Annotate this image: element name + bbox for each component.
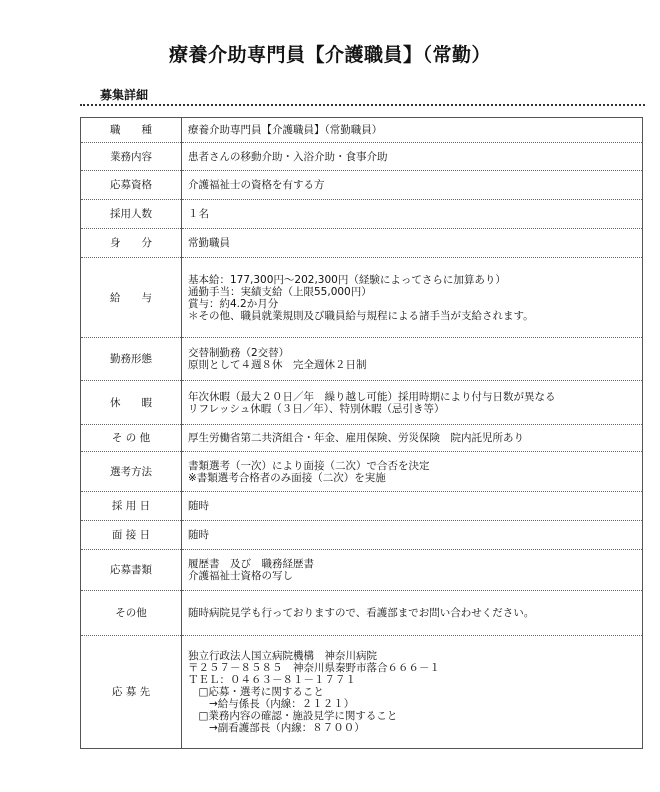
table-row <box>81 118 643 143</box>
section-heading-label: 募集詳細 <box>100 88 149 102</box>
row-label: 給 与 <box>81 258 182 338</box>
table-row <box>81 521 643 550</box>
row-value: 独立行政法人国立病院機構 神奈川病院 〒２５７－８５８５ 神奈川県秦野市落合６６６－１ ＴＥＬ：０４６３－８１－１７７１ □応募・選考に関すること →給与係長（内線：２１２１） □業務内容の確認・施設見学に関すること →副看護部長（内線：８７００） <box>182 636 643 749</box>
row-value: 介護福祉士の資格を有する方 <box>182 171 643 200</box>
table-row <box>81 143 643 171</box>
row-value: 年次休暇（最大２０日／年 繰り越し可能）採用時期により付与日数が異なる リフレッシュ休暇（３日／年）、特別休暇（忌引き等） <box>182 381 643 425</box>
row-label: 採 用 日 <box>81 492 182 521</box>
row-value: 随時 <box>182 521 643 550</box>
row-label: 応募書類 <box>81 550 182 591</box>
table-row <box>81 258 643 338</box>
row-label: 身 分 <box>81 229 182 258</box>
table-row <box>81 591 643 636</box>
table-row <box>81 452 643 492</box>
row-label: 休 暇 <box>81 381 182 425</box>
section-heading <box>80 88 645 106</box>
row-label: 職 種 <box>81 118 182 143</box>
row-label: 選考方法 <box>81 452 182 492</box>
table-row <box>81 381 643 425</box>
table-row <box>81 492 643 521</box>
row-label: 応募資格 <box>81 171 182 200</box>
table-row <box>81 636 643 749</box>
row-value: 随時 <box>182 492 643 521</box>
row-label: 採用人数 <box>81 200 182 229</box>
table-row <box>81 229 643 258</box>
row-value: 患者さんの移動介助・入浴介助・食事介助 <box>182 143 643 171</box>
recruitment-details-table <box>80 117 643 749</box>
row-value: 履歴書 及び 職務経歴書 介護福祉士資格の写し <box>182 550 643 591</box>
table-row <box>81 425 643 452</box>
row-label: その他 <box>81 591 182 636</box>
row-label: 面 接 日 <box>81 521 182 550</box>
document-title: 療養介助専門員【介護職員】（常勤） <box>168 44 491 66</box>
table-row <box>81 550 643 591</box>
table-row <box>81 171 643 200</box>
row-value: 厚生労働省第二共済組合・年金、雇用保険、労災保険 院内託児所あり <box>182 425 643 452</box>
row-label: 応 募 先 <box>81 636 182 749</box>
row-label: 業務内容 <box>81 143 182 171</box>
row-value: 基本給：177,300円～202,300円（経験によってさらに加算あり） 通勤手当：実績支給（上限55,000円） 賞与：約4.2か月分 ＊その他、職員就業規則及び職員給与規程による諸手当が支給されます。 <box>182 258 643 338</box>
row-value: 随時病院見学も行っておりますので、看護部までお問い合わせください。 <box>182 591 643 636</box>
row-label: 勤務形態 <box>81 338 182 381</box>
table-row <box>81 338 643 381</box>
row-value: 療養介助専門員【介護職員】（常勤職員） <box>182 118 643 143</box>
row-value: 書類選考（一次）により面接（二次）で合否を決定 ※書類選考合格者のみ面接（二次）を実施 <box>182 452 643 492</box>
row-value: １名 <box>182 200 643 229</box>
table-row <box>81 200 643 229</box>
row-value: 常勤職員 <box>182 229 643 258</box>
row-value: 交替制勤務（2交替） 原則として４週８休 完全週休２日制 <box>182 338 643 381</box>
row-label: そ の 他 <box>81 425 182 452</box>
